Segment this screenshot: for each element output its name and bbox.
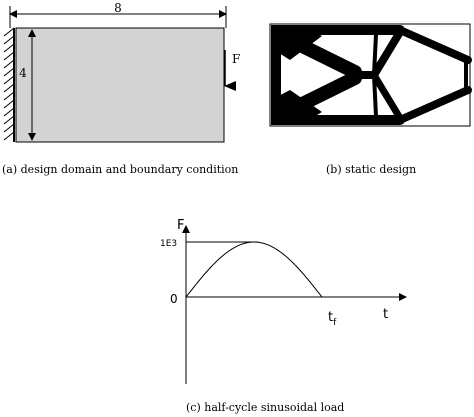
y-axis-label: F [177,218,185,233]
force-label: F [232,52,241,66]
width-label: 8 [114,1,122,15]
panel-a [2,1,240,176]
tf-label [328,310,337,328]
peak-label: 1E3 [160,239,178,249]
tf-label-sub: f [333,318,337,328]
x-axis-label: t [383,307,389,322]
design-domain [16,28,224,142]
half-sine-curve [186,242,322,297]
fixed-support-hatch [4,28,14,142]
panel-c [160,218,406,414]
tf-label-main: t [328,310,334,325]
panel-c-caption: (c) half-cycle sinusoidal load [186,401,345,414]
panel-b-caption: (b) static design [326,163,417,176]
height-label: 4 [19,66,27,80]
panel-a-caption: (a) design domain and boundary condition [2,163,239,176]
origin-label: 0 [170,292,178,306]
panel-b [270,24,470,176]
